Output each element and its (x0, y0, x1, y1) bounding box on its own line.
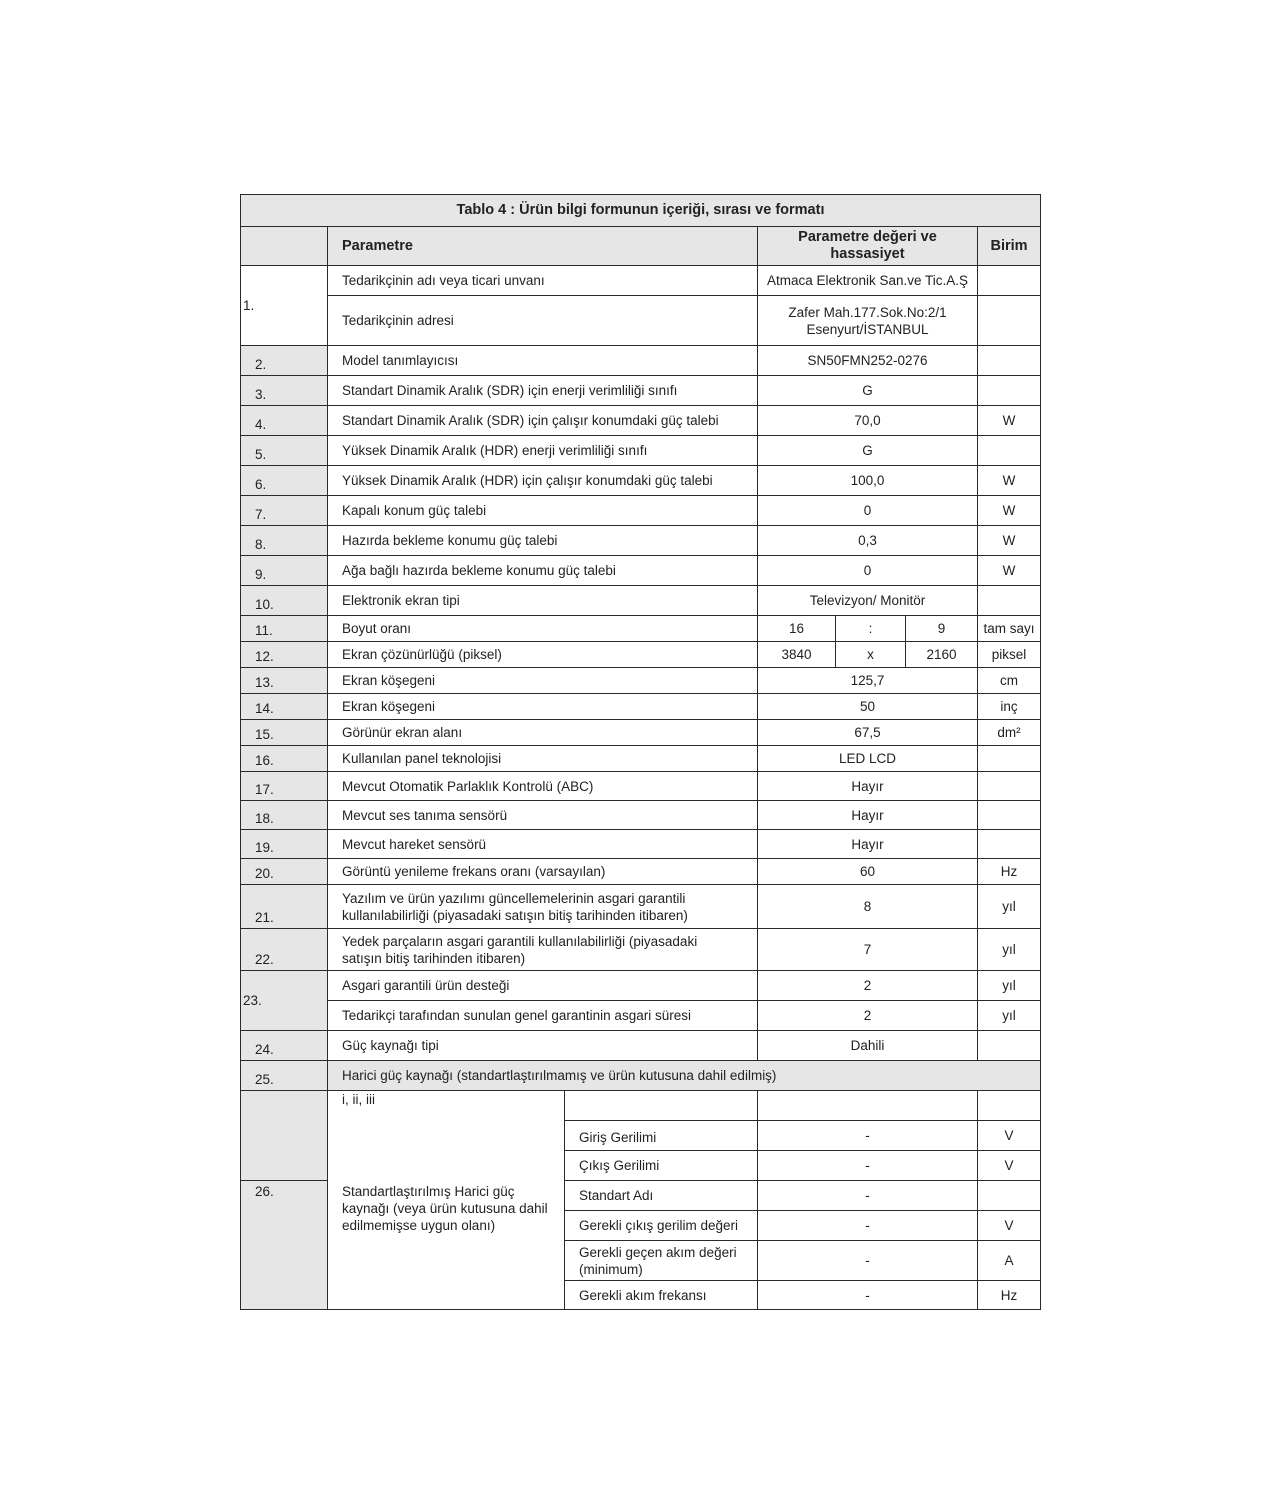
value-cell: - (758, 1241, 978, 1281)
row-number: 22. (241, 929, 328, 971)
table-row (241, 830, 1041, 859)
unit-cell: V (978, 1211, 1041, 1241)
table-row (241, 266, 1041, 296)
unit-cell: W (978, 496, 1041, 526)
sub-label: Gerekli geçen akım değeri (minimum) (565, 1241, 758, 1281)
unit-cell (978, 586, 1041, 616)
param-cell: Standartlaştırılmış Harici güç kaynağı (veya ürün kutusuna dahil edilmemişse uygun olanı) (328, 1181, 565, 1310)
value-separator: x (836, 642, 906, 668)
table-row (241, 885, 1041, 929)
param-cell: Elektronik ekran tipi (328, 586, 758, 616)
value-cell: 70,0 (758, 406, 978, 436)
table-row (241, 466, 1041, 496)
unit-cell: W (978, 556, 1041, 586)
row-number: 24. (241, 1031, 328, 1061)
value-cell: Hayır (758, 772, 978, 801)
unit-cell: Hz (978, 1281, 1041, 1310)
row-number: 2. (241, 346, 328, 376)
value-cell: 7 (758, 929, 978, 971)
value-part-2: 9 (906, 616, 978, 642)
table-row (241, 859, 1041, 885)
param-cell: Güç kaynağı tipi (328, 1031, 758, 1061)
header-deger: Parametre değeri ve hassasiyet (758, 227, 978, 266)
value-separator: : (836, 616, 906, 642)
table-row (241, 720, 1041, 746)
param-cell: Kapalı konum güç talebi (328, 496, 758, 526)
unit-cell (978, 346, 1041, 376)
header-birim: Birim (978, 227, 1041, 266)
param-cell: Mevcut ses tanıma sensörü (328, 801, 758, 830)
sub-label: Çıkış Gerilimi (565, 1151, 758, 1181)
value-cell: 60 (758, 859, 978, 885)
header-no (241, 227, 328, 266)
value-cell: 8 (758, 885, 978, 929)
table-row (241, 971, 1041, 1001)
row-number: 18. (241, 801, 328, 830)
table-row (241, 586, 1041, 616)
unit-cell (978, 1031, 1041, 1061)
param-cell: Mevcut hareket sensörü (328, 830, 758, 859)
value-cell: 125,7 (758, 668, 978, 694)
value-cell: 2 (758, 971, 978, 1001)
unit-cell (978, 436, 1041, 466)
unit-cell (978, 772, 1041, 801)
product-info-table (240, 194, 1041, 1310)
value-cell: Hayır (758, 830, 978, 859)
value-cell: 2 (758, 1001, 978, 1031)
header-parametre: Parametre (328, 227, 758, 266)
row-number: 7. (241, 496, 328, 526)
value-cell: Hayır (758, 801, 978, 830)
table-row (241, 1031, 1041, 1061)
param-cell: Yüksek Dinamik Aralık (HDR) enerji verimliliği sınıfı (328, 436, 758, 466)
param-cell: Standart Dinamik Aralık (SDR) için çalışır konumdaki güç talebi (328, 406, 758, 436)
param-cell: Harici güç kaynağı (standartlaştırılmamış ve ürün kutusuna dahil edilmiş) (328, 1061, 1041, 1091)
unit-cell: yıl (978, 929, 1041, 971)
param-cell: Standart Dinamik Aralık (SDR) için enerji verimliliği sınıfı (328, 376, 758, 406)
sub-label: Gerekli çıkış gerilim değeri (565, 1211, 758, 1241)
sub-label: Gerekli akım frekansı (565, 1281, 758, 1310)
value-cell: 0 (758, 496, 978, 526)
unit-cell: A (978, 1241, 1041, 1281)
row-number: 4. (241, 406, 328, 436)
value-cell: 0,3 (758, 526, 978, 556)
row-number: 15. (241, 720, 328, 746)
sub-label: Giriş Gerilimi (565, 1121, 758, 1151)
value-part-1: 16 (758, 616, 836, 642)
row-number: 10. (241, 586, 328, 616)
unit-cell: W (978, 406, 1041, 436)
row-number: 20. (241, 859, 328, 885)
unit-cell (978, 266, 1041, 296)
unit-cell: V (978, 1121, 1041, 1151)
unit-cell (978, 801, 1041, 830)
unit-cell: V (978, 1151, 1041, 1181)
value-cell: Atmaca Elektronik San.ve Tic.A.Ş (758, 266, 978, 296)
param-cell: Ekran köşegeni (328, 668, 758, 694)
table-row (241, 694, 1041, 720)
value-cell: - (758, 1121, 978, 1151)
table-title: Tablo 4 : Ürün bilgi formunun içeriği, sırası ve formatı (241, 195, 1041, 227)
value-cell: Dahili (758, 1031, 978, 1061)
param-cell: Model tanımlayıcısı (328, 346, 758, 376)
table-row (241, 668, 1041, 694)
row-number: 14. (241, 694, 328, 720)
param-cell: Görünür ekran alanı (328, 720, 758, 746)
row-number: 12. (241, 642, 328, 668)
row-number: 21. (241, 885, 328, 929)
value-cell: 50 (758, 694, 978, 720)
row-number: 25. (241, 1061, 328, 1091)
table-row (241, 642, 1041, 668)
value-part-2: 2160 (906, 642, 978, 668)
param-cell: Yüksek Dinamik Aralık (HDR) için çalışır konumdaki güç talebi (328, 466, 758, 496)
table-row (241, 296, 1041, 346)
value-part-1: 3840 (758, 642, 836, 668)
param-cell: Mevcut Otomatik Parlaklık Kontrolü (ABC) (328, 772, 758, 801)
unit-cell: W (978, 526, 1041, 556)
value-cell: - (758, 1151, 978, 1181)
value-cell: G (758, 436, 978, 466)
unit-cell: Hz (978, 859, 1041, 885)
table-row (241, 929, 1041, 971)
param-cell: Ağa bağlı hazırda bekleme konumu güç talebi (328, 556, 758, 586)
value-cell: LED LCD (758, 746, 978, 772)
table-row (241, 1061, 1041, 1091)
table-row (241, 1091, 1041, 1121)
row-number: 17. (241, 772, 328, 801)
table-row (241, 346, 1041, 376)
row-number: 19. (241, 830, 328, 859)
row-number: 26. (241, 1181, 328, 1310)
table-row (241, 436, 1041, 466)
unit-cell: W (978, 466, 1041, 496)
unit-cell: tam sayı (978, 616, 1041, 642)
row-number: 13. (241, 668, 328, 694)
table-row (241, 1181, 1041, 1211)
value-cell: 100,0 (758, 466, 978, 496)
row-number: 8. (241, 526, 328, 556)
row-number: 11. (241, 616, 328, 642)
table-row (241, 406, 1041, 436)
table-row (241, 496, 1041, 526)
param-cell: Ekran köşegeni (328, 694, 758, 720)
unit-cell (978, 746, 1041, 772)
row-number: 23. (241, 971, 328, 1031)
unit-cell (978, 296, 1041, 346)
unit-cell (978, 376, 1041, 406)
unit-cell: inç (978, 694, 1041, 720)
unit-cell (978, 1181, 1041, 1211)
table-row (241, 746, 1041, 772)
unit-cell: yıl (978, 971, 1041, 1001)
param-cell: Kullanılan panel teknolojisi (328, 746, 758, 772)
row-number: 16. (241, 746, 328, 772)
table-row (241, 616, 1041, 642)
param-cell: Tedarikçinin adı veya ticari unvanı (328, 266, 758, 296)
unit-cell: yıl (978, 885, 1041, 929)
value-cell: 67,5 (758, 720, 978, 746)
row-number: 6. (241, 466, 328, 496)
table-row (241, 376, 1041, 406)
value-cell: - (758, 1281, 978, 1310)
value-cell: 0 (758, 556, 978, 586)
value-cell: - (758, 1211, 978, 1241)
table-row (241, 1001, 1041, 1031)
table-row (241, 801, 1041, 830)
value-cell (758, 1091, 978, 1121)
row-number-spacer (241, 1091, 328, 1181)
param-cell: Ekran çözünürlüğü (piksel) (328, 642, 758, 668)
row-number: 5. (241, 436, 328, 466)
value-cell: SN50FMN252-0276 (758, 346, 978, 376)
unit-cell: yıl (978, 1001, 1041, 1031)
param-cell: Tedarikçi tarafından sunulan genel garantinin asgari süresi (328, 1001, 758, 1031)
row-number: 1. (241, 266, 328, 346)
param-cell: Hazırda bekleme konumu güç talebi (328, 526, 758, 556)
row-number: 9. (241, 556, 328, 586)
param-cell: Asgari garantili ürün desteği (328, 971, 758, 1001)
unit-cell: dm² (978, 720, 1041, 746)
param-cell: Yedek parçaların asgari garantili kullanılabilirliği (piyasadaki satışın bitiş tarihinden itibaren) (328, 929, 758, 971)
table-row (241, 556, 1041, 586)
unit-cell: piksel (978, 642, 1041, 668)
value-cell: G (758, 376, 978, 406)
value-cell: Televizyon/ Monitör (758, 586, 978, 616)
unit-cell (978, 1091, 1041, 1121)
table-row (241, 772, 1041, 801)
value-cell: Zafer Mah.177.Sok.No:2/1 Esenyurt/İSTANBUL (758, 296, 978, 346)
sub-header: i, ii, iii (328, 1091, 565, 1181)
param-cell: Boyut oranı (328, 616, 758, 642)
row-number: 3. (241, 376, 328, 406)
unit-cell: cm (978, 668, 1041, 694)
param-cell: Görüntü yenileme frekans oranı (varsayılan) (328, 859, 758, 885)
sub-label: Standart Adı (565, 1181, 758, 1211)
unit-cell (978, 830, 1041, 859)
sub-label-empty (565, 1091, 758, 1121)
param-cell: Tedarikçinin adresi (328, 296, 758, 346)
value-cell: - (758, 1181, 978, 1211)
param-cell: Yazılım ve ürün yazılımı güncellemelerinin asgari garantili kullanılabilirliği (piyasadaki satışın bitiş tarihinden itibaren) (328, 885, 758, 929)
table-row (241, 526, 1041, 556)
